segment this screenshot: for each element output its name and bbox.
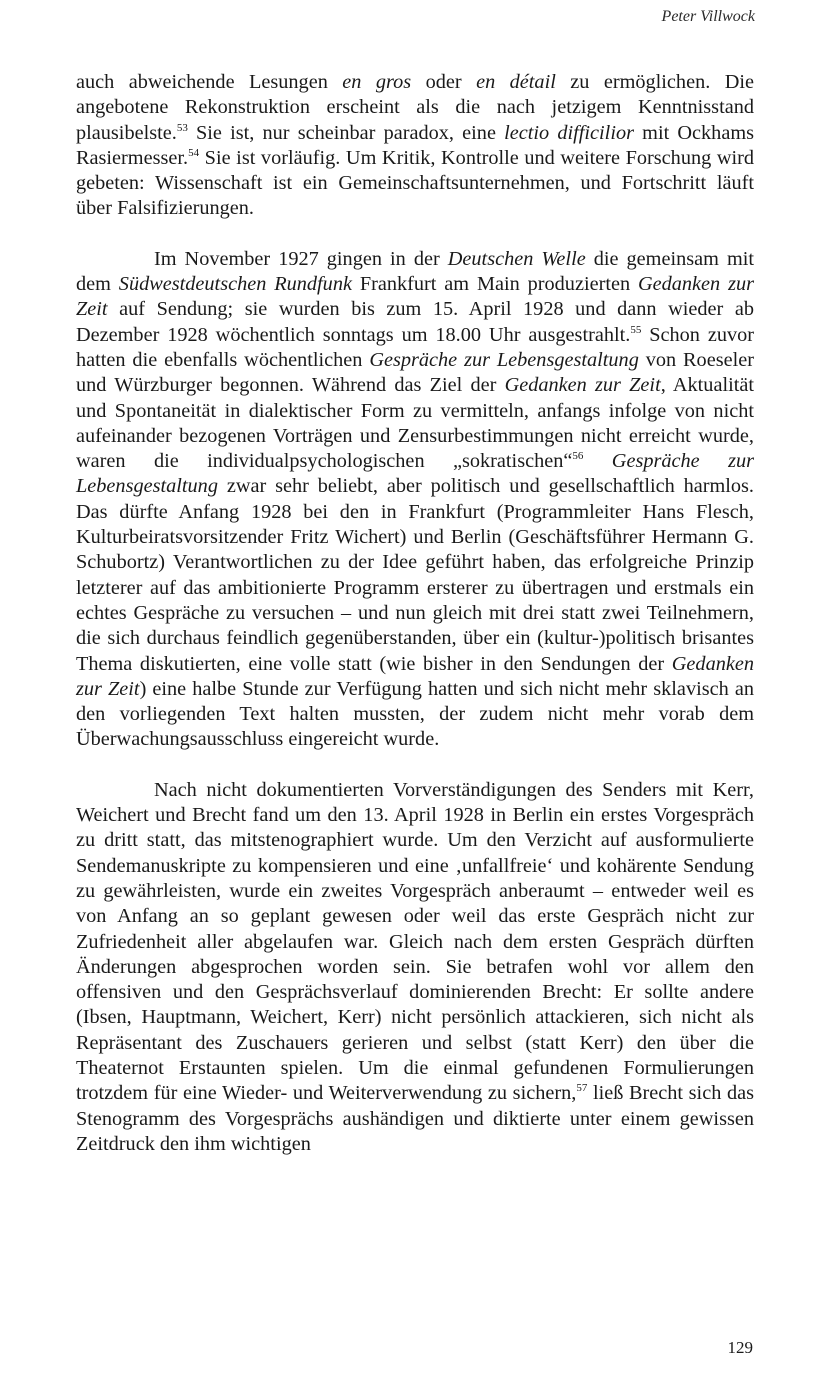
paragraph-1 [76, 70, 754, 222]
text-run: zwar sehr beliebt, aber politisch und gesellschaftlich harmlos. Das dürfte Anfang 1928 bei den in Frankfurt (Programmleiter Hans Flesch, Kulturbeiratsvorsitzender Fritz Wichert) und Berlin (Geschäftsführer Hermann G. Schubortz) Verantwortlichen zu der Idee geführt haben, das erfolgreiche Prinzip letzterer auf das ambitionierte Programm ersterer zu übertragen und erstmals ein echtes Gespräche zu versuchen – und nun gleich mit drei statt zwei Teilnehmern, die sich durchaus feindlich gegenüberstanden, über ein (kultur-)politisch brisantes Thema diskutierten, eine volle statt (wie bisher in den Sendungen der [76, 475, 754, 675]
italic-text: en détail [476, 71, 556, 93]
footnote-ref: 57 [576, 1082, 588, 1095]
body-text [76, 70, 754, 1157]
text-run: mit Ockhams Rasiermesser. [76, 121, 754, 169]
italic-text: Gedanken zur Zeit [76, 273, 754, 321]
paragraph-3 [76, 778, 754, 1157]
text-run: Im November 1927 gingen in der [154, 247, 448, 270]
italic-text: Gedanken zur Zeit [504, 374, 661, 397]
text-run: ließ Brecht sich das Stenogramm des Vorgesprächs aushändigen und diktierte unter einem gewissen Zeitdruck den ihm wichtigen [76, 1082, 754, 1155]
text-run: Nach nicht dokumentierten Vorverständigungen des Senders mit Kerr, Weichert und Brecht fand um den 13. April 1928 in Berlin ein erstes Vorgespräch zu dritt statt, das mitstenographiert wurde. Um den Verzicht auf ausformulierte Sendemanuskripte zu kompensieren und eine ‚unfallfreie‘ und kohärente Sendung zu gewährleisten, wurde ein zweites Vorgespräch anberaumt – entweder weil es von Anfang an so geplant gewesen oder weil das erste Gespräch nicht zur Zufriedenheit aller abgelaufen war. Gleich nach dem ersten Gespräch dürften Änderungen abgesprochen worden sein. Sie betrafen wohl vor allem den offensiven und den Gesprächsverlauf dominierenden Brecht: Er sollte andere (Ibsen, Hauptmann, Weichert, Kerr) nicht persönlich attackieren, sich nicht als Repräsentant des Zuschauers gerieren und selbst (statt Kerr) den über die Theaternot Erstaunten spielen. Um die einmal gefundenen Formulierungen trotzdem für eine Wieder- und Weiterverwendung zu sichern, [76, 778, 754, 1105]
footnote-ref: 55 [630, 323, 642, 336]
text-run: , Aktualität und Spontaneität in dialektischer Form zu vermitteln, anfangs infolge von nicht aufeinander bezogenen Vorträgen und Zensurbestimmungen nicht erreicht wurde, waren die individualpsychologischen „sokratischen“ [76, 374, 754, 473]
text-run: Schon zuvor hatten die ebenfalls wöchentlichen [76, 323, 754, 371]
italic-text: Gespräche zur Lebensgestaltung [369, 348, 639, 371]
footnote-ref: 53 [176, 121, 188, 134]
text-run: von Roeseler und Würzburger begonnen. Während das Ziel der [76, 348, 754, 397]
text-run: zu ermöglichen. Die angebotene Rekonstruktion erscheint als die nach jetzigem Kenntnisstand plausibelste. [76, 71, 754, 144]
italic-text: Südwestdeutschen Rundfunk [118, 273, 352, 296]
text-run: auf Sendung; sie wurden bis zum 15. April 1928 und dann wieder ab Dezember 1928 wöchentlich sonntags um 18.00 Uhr ausgestrahlt. [76, 298, 754, 346]
italic-text: Gespräche zur Lebensgestaltung [76, 450, 754, 498]
page-number: 129 [727, 1338, 753, 1357]
italic-text: Gedanken zur Zeit [76, 652, 754, 700]
text-run: Sie ist, nur scheinbar paradox, eine [187, 121, 505, 144]
italic-text: lectio difficilior [504, 121, 634, 144]
running-head-author: Peter Villwock [661, 8, 755, 25]
footnote-ref: 54 [188, 146, 200, 159]
text-run: Sie ist vorläufig. Um Kritik, Kontrolle und weitere Forschung wird gebeten: Wissenschaft ist ein Gemeinschaftsunternehmen, und Fortschritt läuft über Falsifizierungen. [76, 146, 754, 220]
text-run: Frankfurt am Main produzierten [351, 273, 638, 296]
text-run: die gemeinsam mit dem [76, 247, 754, 296]
text-run [583, 450, 611, 472]
text-run: oder [411, 71, 477, 93]
text-run: ) eine halbe Stunde zur Verfügung hatten und sich nicht mehr sklavisch an den vorliegenden Text halten mussten, der zudem nicht mehr vorab dem Überwachungsausschluss eingereicht wurde. [76, 677, 754, 751]
footnote-ref: 56 [572, 450, 584, 463]
italic-text: Deutschen Welle [447, 247, 586, 270]
paragraph-2 [76, 247, 754, 753]
italic-text: en gros [342, 71, 412, 93]
text-run: auch abweichende Lesungen [76, 71, 343, 93]
